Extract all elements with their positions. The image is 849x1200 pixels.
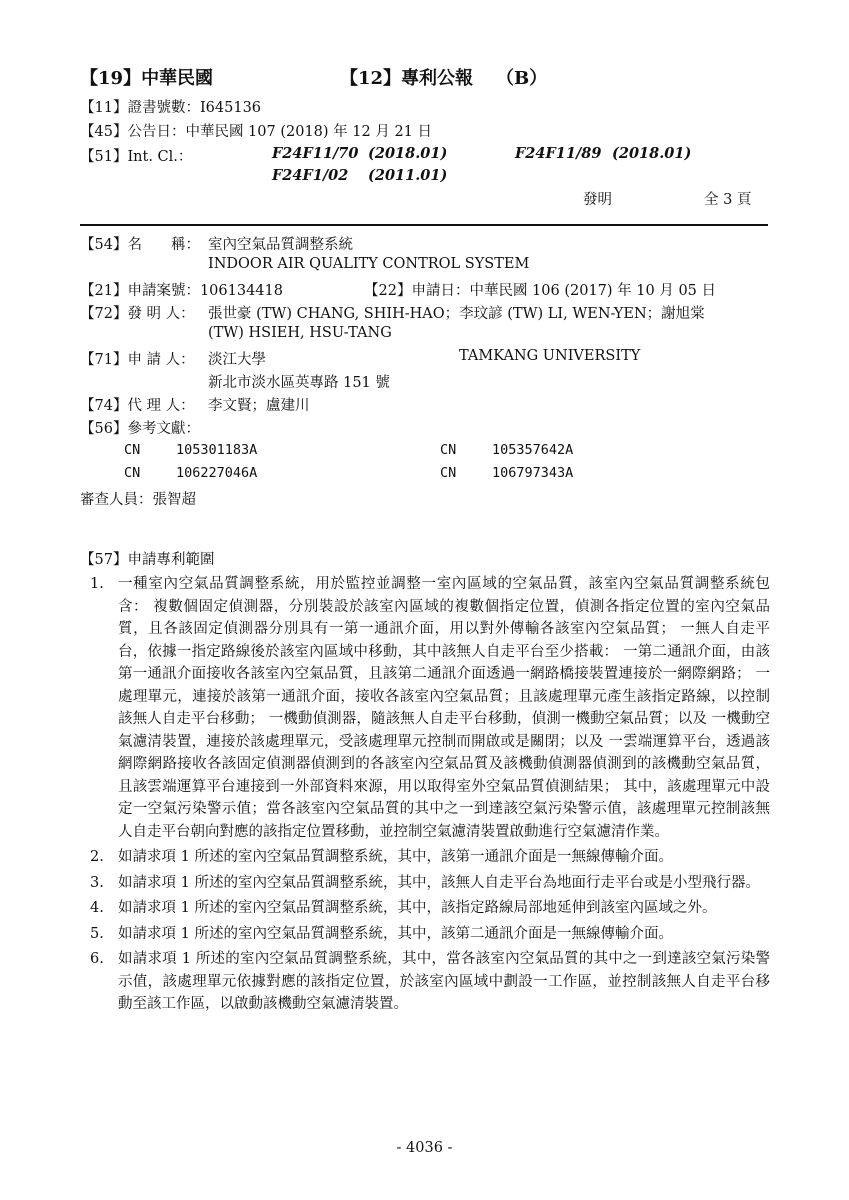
title-en: INDOOR AIR QUALITY CONTROL SYSTEM bbox=[208, 256, 530, 272]
ipc-version: (2018.01) bbox=[612, 145, 692, 162]
claim-number: 1. bbox=[90, 576, 104, 592]
claim-number: 5. bbox=[90, 925, 104, 942]
reference-country: CN bbox=[440, 465, 457, 481]
claim-item bbox=[80, 573, 770, 843]
claim-item bbox=[80, 846, 770, 869]
ipc-label: 【51】Int. Cl.： bbox=[80, 149, 193, 165]
reference-number: 106227046A bbox=[176, 465, 258, 481]
claim-number: 3. bbox=[90, 874, 104, 891]
claim-text: 如請求項 1 所述的室內空氣品質調整系統，其中，當各該室內空氣品質的其中之一到達該空氣污染警示值，該處理單元依據對應的該指定位置，於該室內區域中劃設一工作區，並控制該無人自走平台移動至該工作區，以啟動該機動空氣濾清裝置。 bbox=[118, 951, 770, 1012]
inventors: 張世豪 (TW) CHANG, SHIH-HAO；李玟諺 (TW) LI, WEN-YEN；謝旭棠 bbox=[208, 306, 705, 322]
application-date: 【22】申請日：中華民國 106 (2017) 年 10 月 05 日 bbox=[364, 283, 717, 299]
agents: 李文賢；盧建川 bbox=[208, 398, 310, 414]
claim-text: 如請求項 1 所述的室內空氣品質調整系統，其中，該無人自走平台為地面行走平台或是小型飛行器。 bbox=[118, 874, 760, 891]
claim-text: 一種室內空氣品質調整系統，用於監控並調整一室內區域的空氣品質，該室內空氣品質調整系統包含： 複數個固定偵測器，分別裝設於該室內區域的複數個指定位置，偵測各指定位置的室內空氣品質，且各該固定偵測器分別具有一第一通訊介面，用以對外傳輸各該室內空氣品質； 一無人自走平台，依據一指定路線後於該室內區域中移動，其中該無人自走平台至少搭載： 一第二通訊介面，由該第一通訊介面接收各該室內空氣品質，且該第二通訊介面透過一網路橋接裝置連接於一網際網路； 一處理單元，連接於該第一通訊介面，接收各該室內空氣品質；且該處理單元產生該指定路線，以控制該無人自走平台移動； 一機動偵測器，隨該無人自走平台移動，偵測一機動空氣品質；以及 一機動空氣濾清裝置，連接於該處理單元，受該處理單元控制而開啟或是關閉；以及 一雲端運算平台，透過該網際網路接收各該固定偵測器偵測到的各該室內空氣品質及該機動偵測器偵測到的該機動空氣品質，且該雲端運算平台連接到一外部資料來源，用以取得室外空氣品質偵測結果； 其中，該處理單元中設定一空氣污染警示值；當各該室內空氣品質的其中之一到達該空氣污染警示值，該處理單元控制該無人自走平台朝向對應的該指定位置移動，並控制空氣濾清裝置啟動進行空氣濾清作業。 bbox=[118, 576, 770, 840]
ipc-code: F24F11/70 bbox=[272, 145, 359, 162]
claim-number: 4. bbox=[90, 900, 104, 916]
gazette-kind: 【12】專利公報 bbox=[340, 68, 474, 89]
examiner: 審查人員：張智超 bbox=[80, 492, 196, 508]
applicant-address: 新北市淡水區英專路 151 號 bbox=[208, 375, 390, 391]
ipc-code: F24F11/89 bbox=[515, 145, 602, 162]
claim-item bbox=[80, 872, 770, 895]
reference-number: 105301183A bbox=[176, 442, 258, 458]
claim-number: 6. bbox=[90, 951, 104, 967]
references-label: 【56】參考文獻： bbox=[80, 421, 200, 437]
claims-list bbox=[80, 573, 770, 1019]
country-header: 【19】中華民國 bbox=[80, 68, 214, 89]
reference-number: 106797343A bbox=[492, 465, 574, 481]
agent-label: 【74】代 理 人： bbox=[80, 398, 195, 414]
applicant-en: TAMKANG UNIVERSITY bbox=[459, 348, 641, 364]
certificate-number: 【11】證書號數：I645136 bbox=[80, 100, 262, 116]
claim-item bbox=[80, 897, 770, 920]
ipc-version: (2011.01) bbox=[368, 167, 448, 184]
claims-heading: 【57】申請專利範圍 bbox=[80, 552, 215, 568]
claim-number: 2. bbox=[90, 849, 104, 865]
claim-text: 如請求項 1 所述的室內空氣品質調整系統，其中，該第一通訊介面是一無線傳輸介面。 bbox=[118, 849, 673, 865]
claim-item bbox=[80, 948, 770, 1016]
reference-country: CN bbox=[124, 465, 141, 481]
ipc-code: F24F1/02 bbox=[272, 167, 349, 184]
claim-item bbox=[80, 923, 770, 946]
applicant-label: 【71】申 請 人： bbox=[80, 352, 195, 368]
inventor-label: 【72】發 明 人： bbox=[80, 306, 195, 322]
page-count: 全 3 頁 bbox=[704, 192, 752, 208]
title-label: 【54】名 稱： bbox=[80, 237, 200, 253]
application-number: 【21】申請案號：106134418 bbox=[80, 283, 283, 299]
page-number: - 4036 - bbox=[396, 1140, 453, 1156]
inventors-cont: (TW) HSIEH, HSU-TANG bbox=[208, 325, 392, 341]
patent-type: 發明 bbox=[583, 192, 612, 208]
kind-letter: （B） bbox=[496, 68, 548, 89]
reference-country: CN bbox=[440, 442, 457, 458]
claim-text: 如請求項 1 所述的室內空氣品質調整系統，其中，該指定路線局部地延伸到該室內區域之外。 bbox=[118, 900, 717, 916]
applicant-zh: 淡江大學 bbox=[208, 352, 266, 368]
claim-text: 如請求項 1 所述的室內空氣品質調整系統，其中，該第二通訊介面是一無線傳輸介面。 bbox=[118, 925, 673, 942]
reference-number: 105357642A bbox=[492, 442, 574, 458]
section-divider bbox=[80, 224, 768, 226]
publication-date: 【45】公告日：中華民國 107 (2018) 年 12 月 21 日 bbox=[80, 124, 433, 140]
reference-country: CN bbox=[124, 442, 141, 458]
ipc-version: (2018.01) bbox=[368, 145, 448, 162]
title-zh: 室內空氣品質調整系統 bbox=[208, 237, 353, 253]
